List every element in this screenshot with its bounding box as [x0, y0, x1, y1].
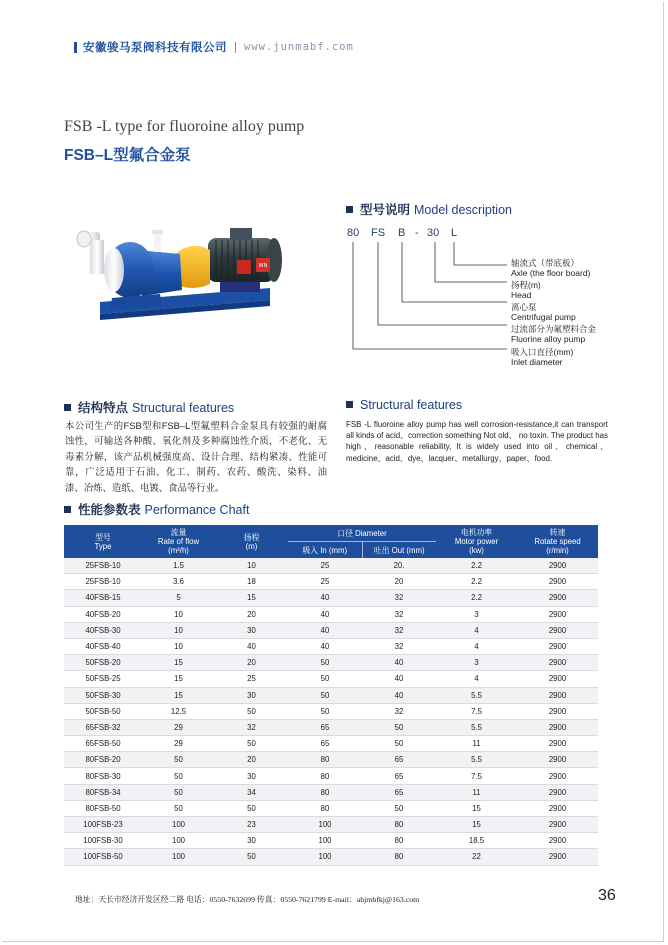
cell-inlet: 25: [288, 574, 362, 590]
heading-en: Structural features: [360, 398, 463, 412]
cell-outlet: 32: [362, 590, 436, 606]
cell-inlet: 25: [288, 558, 362, 574]
code-part-structure: L: [451, 227, 458, 239]
cell-head: 23: [215, 817, 288, 833]
cell-outlet: 20.: [362, 558, 436, 574]
table-row: [64, 687, 598, 703]
table-row: [64, 784, 598, 800]
cell-inlet: 80: [288, 768, 362, 784]
cell-power: 11: [436, 784, 517, 800]
company-name: 安徽骏马泵阀科技有限公司: [83, 42, 227, 54]
cell-type: 65FSB-32: [64, 719, 142, 735]
col-type: [64, 525, 142, 558]
table-row: [64, 558, 598, 574]
col-flow-unit: (m³/h): [168, 546, 189, 555]
cell-power: 3: [436, 606, 517, 622]
cell-type: 80FSB-30: [64, 768, 142, 784]
cell-speed: 2900: [517, 655, 598, 671]
heading-square: [346, 206, 353, 213]
cell-speed: 2900: [517, 687, 598, 703]
footer-contact: 地址：天长市经济开发区经二路 电话：0550-7632699 传真：0550-7621799 E-mail：ahjmbfkj@163.com: [75, 895, 420, 904]
model-explain-2: [511, 280, 541, 300]
cell-speed: 2900: [517, 817, 598, 833]
cell-speed: 2900: [517, 622, 598, 638]
cell-power: 2.2: [436, 558, 517, 574]
col-head-cn: 扬程: [243, 532, 260, 542]
structural-text-cn: 本公司生产的FSB型和FSB–L型氟塑料合金泵具有较强的耐腐蚀性，可输送各种酸、氧化剂及多种腐蚀性介质，不老化、无毒素分解，该产品机械强度高、设计合理、结构紧凑、性能可靠，广泛适用于石油、化工、制药、农药、酸洗、染料、油漆、冶炼、造纸、电镀、食品等行业。: [65, 420, 327, 493]
cell-type: 80FSB-34: [64, 784, 142, 800]
code-part-head: 30: [427, 227, 440, 239]
cell-inlet: 100: [288, 833, 362, 849]
cell-power: 5.5: [436, 687, 517, 703]
code-part-pump-type: B: [398, 227, 406, 239]
cell-type: 50FSB-50: [64, 703, 142, 719]
cell-power: 2.2: [436, 574, 517, 590]
explain-en: Centrifugal pump: [511, 312, 576, 322]
cell-power: 2.2: [436, 590, 517, 606]
cell-speed: 2900: [517, 590, 598, 606]
cell-speed: 2900: [517, 606, 598, 622]
cell-type: 100FSB-50: [64, 849, 142, 865]
cell-head: 50: [215, 849, 288, 865]
cell-outlet: 50: [362, 736, 436, 752]
cell-speed: 2900: [517, 671, 598, 687]
explain-cn: 吸入口直径(mm): [511, 347, 574, 357]
cell-type: 40FSB-15: [64, 590, 142, 606]
model-explain-5: [511, 347, 573, 367]
cell-speed: 2900: [517, 800, 598, 816]
cell-flow: 15: [142, 671, 215, 687]
product-title-en: FSB -L type for fluoroine alloy pump: [64, 118, 305, 135]
cell-speed: 2900: [517, 736, 598, 752]
cell-head: 30: [215, 622, 288, 638]
table-row: [64, 719, 598, 735]
code-part-separator: -: [415, 227, 419, 239]
heading-square: [346, 401, 353, 408]
model-explain-1: [511, 258, 590, 278]
cell-speed: 2900: [517, 574, 598, 590]
explain-en: Inlet diameter: [511, 357, 563, 367]
table-row: [64, 574, 598, 590]
header-accent-bar: [74, 42, 77, 53]
cell-inlet: 40: [288, 622, 362, 638]
col-head-unit: (m): [245, 541, 258, 551]
cell-type: 50FSB-30: [64, 687, 142, 703]
cell-inlet: 80: [288, 784, 362, 800]
table-row: [64, 768, 598, 784]
cell-inlet: 50: [288, 687, 362, 703]
cell-outlet: 65: [362, 768, 436, 784]
cell-type: 100FSB-23: [64, 817, 142, 833]
cell-inlet: 40: [288, 638, 362, 654]
cell-head: 50: [215, 800, 288, 816]
cell-outlet: 32: [362, 606, 436, 622]
explain-cn: 离心泵: [511, 302, 537, 312]
cell-power: 3: [436, 655, 517, 671]
cell-flow: 50: [142, 800, 215, 816]
table-row: [64, 606, 598, 622]
cell-flow: 29: [142, 736, 215, 752]
col-flow: [142, 525, 215, 558]
cell-head: 30: [215, 768, 288, 784]
cell-flow: 50: [142, 784, 215, 800]
table-row: [64, 703, 598, 719]
cell-speed: 2900: [517, 752, 598, 768]
cell-outlet: 40: [362, 671, 436, 687]
table-row: [64, 638, 598, 654]
cell-type: 80FSB-20: [64, 752, 142, 768]
cell-flow: 10: [142, 606, 215, 622]
structural-heading-cn: [64, 398, 234, 416]
explain-en: Axle (the floor board): [511, 268, 591, 278]
cell-outlet: 65: [362, 752, 436, 768]
code-part-material: FS: [371, 227, 386, 239]
col-power: [436, 525, 517, 558]
model-explain-4: [511, 324, 596, 344]
col-type-cn: 型号: [95, 532, 111, 542]
model-explain-3: [511, 302, 576, 322]
explain-cn: 轴流式（带底板）: [511, 258, 580, 268]
cell-inlet: 100: [288, 849, 362, 865]
col-type-en: Type: [94, 541, 112, 551]
cell-speed: 2900: [517, 768, 598, 784]
cell-speed: 2900: [517, 784, 598, 800]
cell-head: 18: [215, 574, 288, 590]
table-row: [64, 655, 598, 671]
explain-cn: 扬程(m): [511, 280, 541, 290]
cell-flow: 12.5: [142, 703, 215, 719]
table-row: [64, 736, 598, 752]
cell-speed: 2900: [517, 638, 598, 654]
col-power-unit: (kw): [469, 546, 484, 555]
cell-type: 40FSB-30: [64, 622, 142, 638]
cell-inlet: 80: [288, 800, 362, 816]
cell-type: 40FSB-40: [64, 638, 142, 654]
cell-flow: 15: [142, 655, 215, 671]
cell-inlet: 80: [288, 752, 362, 768]
col-speed-unit: (r/min): [546, 546, 569, 555]
cell-head: 40: [215, 638, 288, 654]
page-header: [74, 40, 354, 54]
cell-speed: 2900: [517, 719, 598, 735]
cell-type: 25FSB-10: [64, 558, 142, 574]
cell-power: 11: [436, 736, 517, 752]
header-divider: [235, 42, 236, 53]
cell-power: 5.5: [436, 752, 517, 768]
col-power-cn: 电机功率: [460, 528, 493, 537]
cell-power: 22: [436, 849, 517, 865]
cell-speed: 2900: [517, 703, 598, 719]
heading-en: Performance Chaft: [144, 503, 250, 517]
table-row: [64, 752, 598, 768]
cell-inlet: 100: [288, 817, 362, 833]
performance-table-body: [64, 558, 598, 865]
table-row: [64, 849, 598, 865]
cell-head: 32: [215, 719, 288, 735]
cell-inlet: 65: [288, 736, 362, 752]
table-row: [64, 800, 598, 816]
table-row: [64, 817, 598, 833]
cell-flow: 15: [142, 687, 215, 703]
cell-power: 7.5: [436, 768, 517, 784]
page-number: 36: [598, 887, 616, 904]
motor-label: WN: [258, 263, 268, 269]
cell-head: 15: [215, 590, 288, 606]
cell-outlet: 32: [362, 638, 436, 654]
cell-flow: 10: [142, 622, 215, 638]
col-speed-cn: 转速: [549, 528, 566, 537]
cell-type: 80FSB-50: [64, 800, 142, 816]
col-flow-en: Rate of flow: [157, 537, 200, 546]
cell-outlet: 80: [362, 817, 436, 833]
cell-outlet: 80: [362, 833, 436, 849]
cell-type: 100FSB-30: [64, 833, 142, 849]
cell-power: 15: [436, 817, 517, 833]
cell-flow: 50: [142, 752, 215, 768]
cell-type: 40FSB-20: [64, 606, 142, 622]
table-row: [64, 622, 598, 638]
heading-cn: 型号说明: [360, 203, 411, 217]
col-speed: [517, 525, 598, 558]
performance-table: [64, 525, 598, 866]
cell-type: 25FSB-10: [64, 574, 142, 590]
heading-en: Model description: [414, 203, 512, 217]
heading-en: Structural features: [132, 401, 235, 415]
table-row: [64, 833, 598, 849]
structural-text-en: FSB -L fluoroine alloy pump has well corrosion-resistance,it can transport all kinds of acid、correction something Not old、 no toxin. The product has high、reasonable reliability, It is widely used into oil、chemical、medicine、acid、dye、lacquer、metallurgy、paper、food.: [346, 420, 608, 463]
model-description-heading: [346, 200, 512, 218]
cell-outlet: 50: [362, 800, 436, 816]
explain-en: Head: [511, 290, 532, 300]
heading-square: [64, 404, 71, 411]
cell-inlet: 65: [288, 719, 362, 735]
pump-image: [70, 210, 305, 330]
cell-outlet: 80: [362, 849, 436, 865]
cell-outlet: 32: [362, 703, 436, 719]
cell-power: 4: [436, 638, 517, 654]
cell-inlet: 50: [288, 655, 362, 671]
cell-flow: 5: [142, 590, 215, 606]
cell-head: 20: [215, 606, 288, 622]
cell-outlet: 32: [362, 622, 436, 638]
col-flow-cn: 流量: [170, 528, 187, 537]
cell-outlet: 65: [362, 784, 436, 800]
cell-flow: 1.5: [142, 558, 215, 574]
cell-flow: 3.6: [142, 574, 215, 590]
cell-head: 30: [215, 833, 288, 849]
cell-head: 50: [215, 736, 288, 752]
cell-head: 34: [215, 784, 288, 800]
cell-flow: 100: [142, 849, 215, 865]
cell-power: 7.5: [436, 703, 517, 719]
heading-square: [64, 506, 71, 513]
cell-inlet: 40: [288, 590, 362, 606]
col-outlet: 吐出 Out (mm): [362, 542, 436, 559]
cell-speed: 2900: [517, 558, 598, 574]
table-row: [64, 671, 598, 687]
product-title-cn: FSB–L型氟合金泵: [64, 147, 191, 164]
cell-head: 50: [215, 703, 288, 719]
cell-head: 10: [215, 558, 288, 574]
cell-head: 30: [215, 687, 288, 703]
code-part-diameter: 80: [347, 227, 360, 239]
cell-type: 50FSB-25: [64, 671, 142, 687]
col-inlet: 吸入 In (mm): [288, 542, 362, 559]
structural-heading-en: [346, 398, 462, 412]
cell-type: 50FSB-20: [64, 655, 142, 671]
cell-flow: 10: [142, 638, 215, 654]
heading-cn: 性能参数表: [78, 503, 141, 517]
cell-outlet: 40: [362, 687, 436, 703]
cell-outlet: 50: [362, 719, 436, 735]
cell-inlet: 40: [288, 606, 362, 622]
cell-flow: 29: [142, 719, 215, 735]
cell-power: 4: [436, 671, 517, 687]
cell-inlet: 50: [288, 671, 362, 687]
cell-flow: 100: [142, 817, 215, 833]
cell-outlet: 20: [362, 574, 436, 590]
col-power-en: Motor power: [454, 537, 499, 546]
cell-power: 4: [436, 622, 517, 638]
cell-power: 15: [436, 800, 517, 816]
explain-cn: 过流部分为氟塑料合金: [511, 324, 597, 334]
cell-power: 5.5: [436, 719, 517, 735]
col-head: [215, 525, 288, 558]
cell-head: 25: [215, 671, 288, 687]
cell-head: 20: [215, 655, 288, 671]
col-speed-en: Rotate speed: [534, 537, 581, 546]
heading-cn: 结构特点: [78, 401, 129, 415]
performance-heading: [64, 500, 249, 518]
table-row: [64, 590, 598, 606]
cell-head: 20: [215, 752, 288, 768]
company-website: www.junmabf.com: [244, 41, 354, 53]
cell-speed: 2900: [517, 833, 598, 849]
cell-power: 18.5: [436, 833, 517, 849]
cell-flow: 100: [142, 833, 215, 849]
cell-outlet: 40: [362, 655, 436, 671]
col-diameter: 口径 Diameter: [288, 525, 436, 542]
cell-flow: 50: [142, 768, 215, 784]
cell-type: 65FSB-50: [64, 736, 142, 752]
cell-speed: 2900: [517, 849, 598, 865]
explain-en: Fluorine alloy pump: [511, 334, 586, 344]
cell-inlet: 50: [288, 703, 362, 719]
